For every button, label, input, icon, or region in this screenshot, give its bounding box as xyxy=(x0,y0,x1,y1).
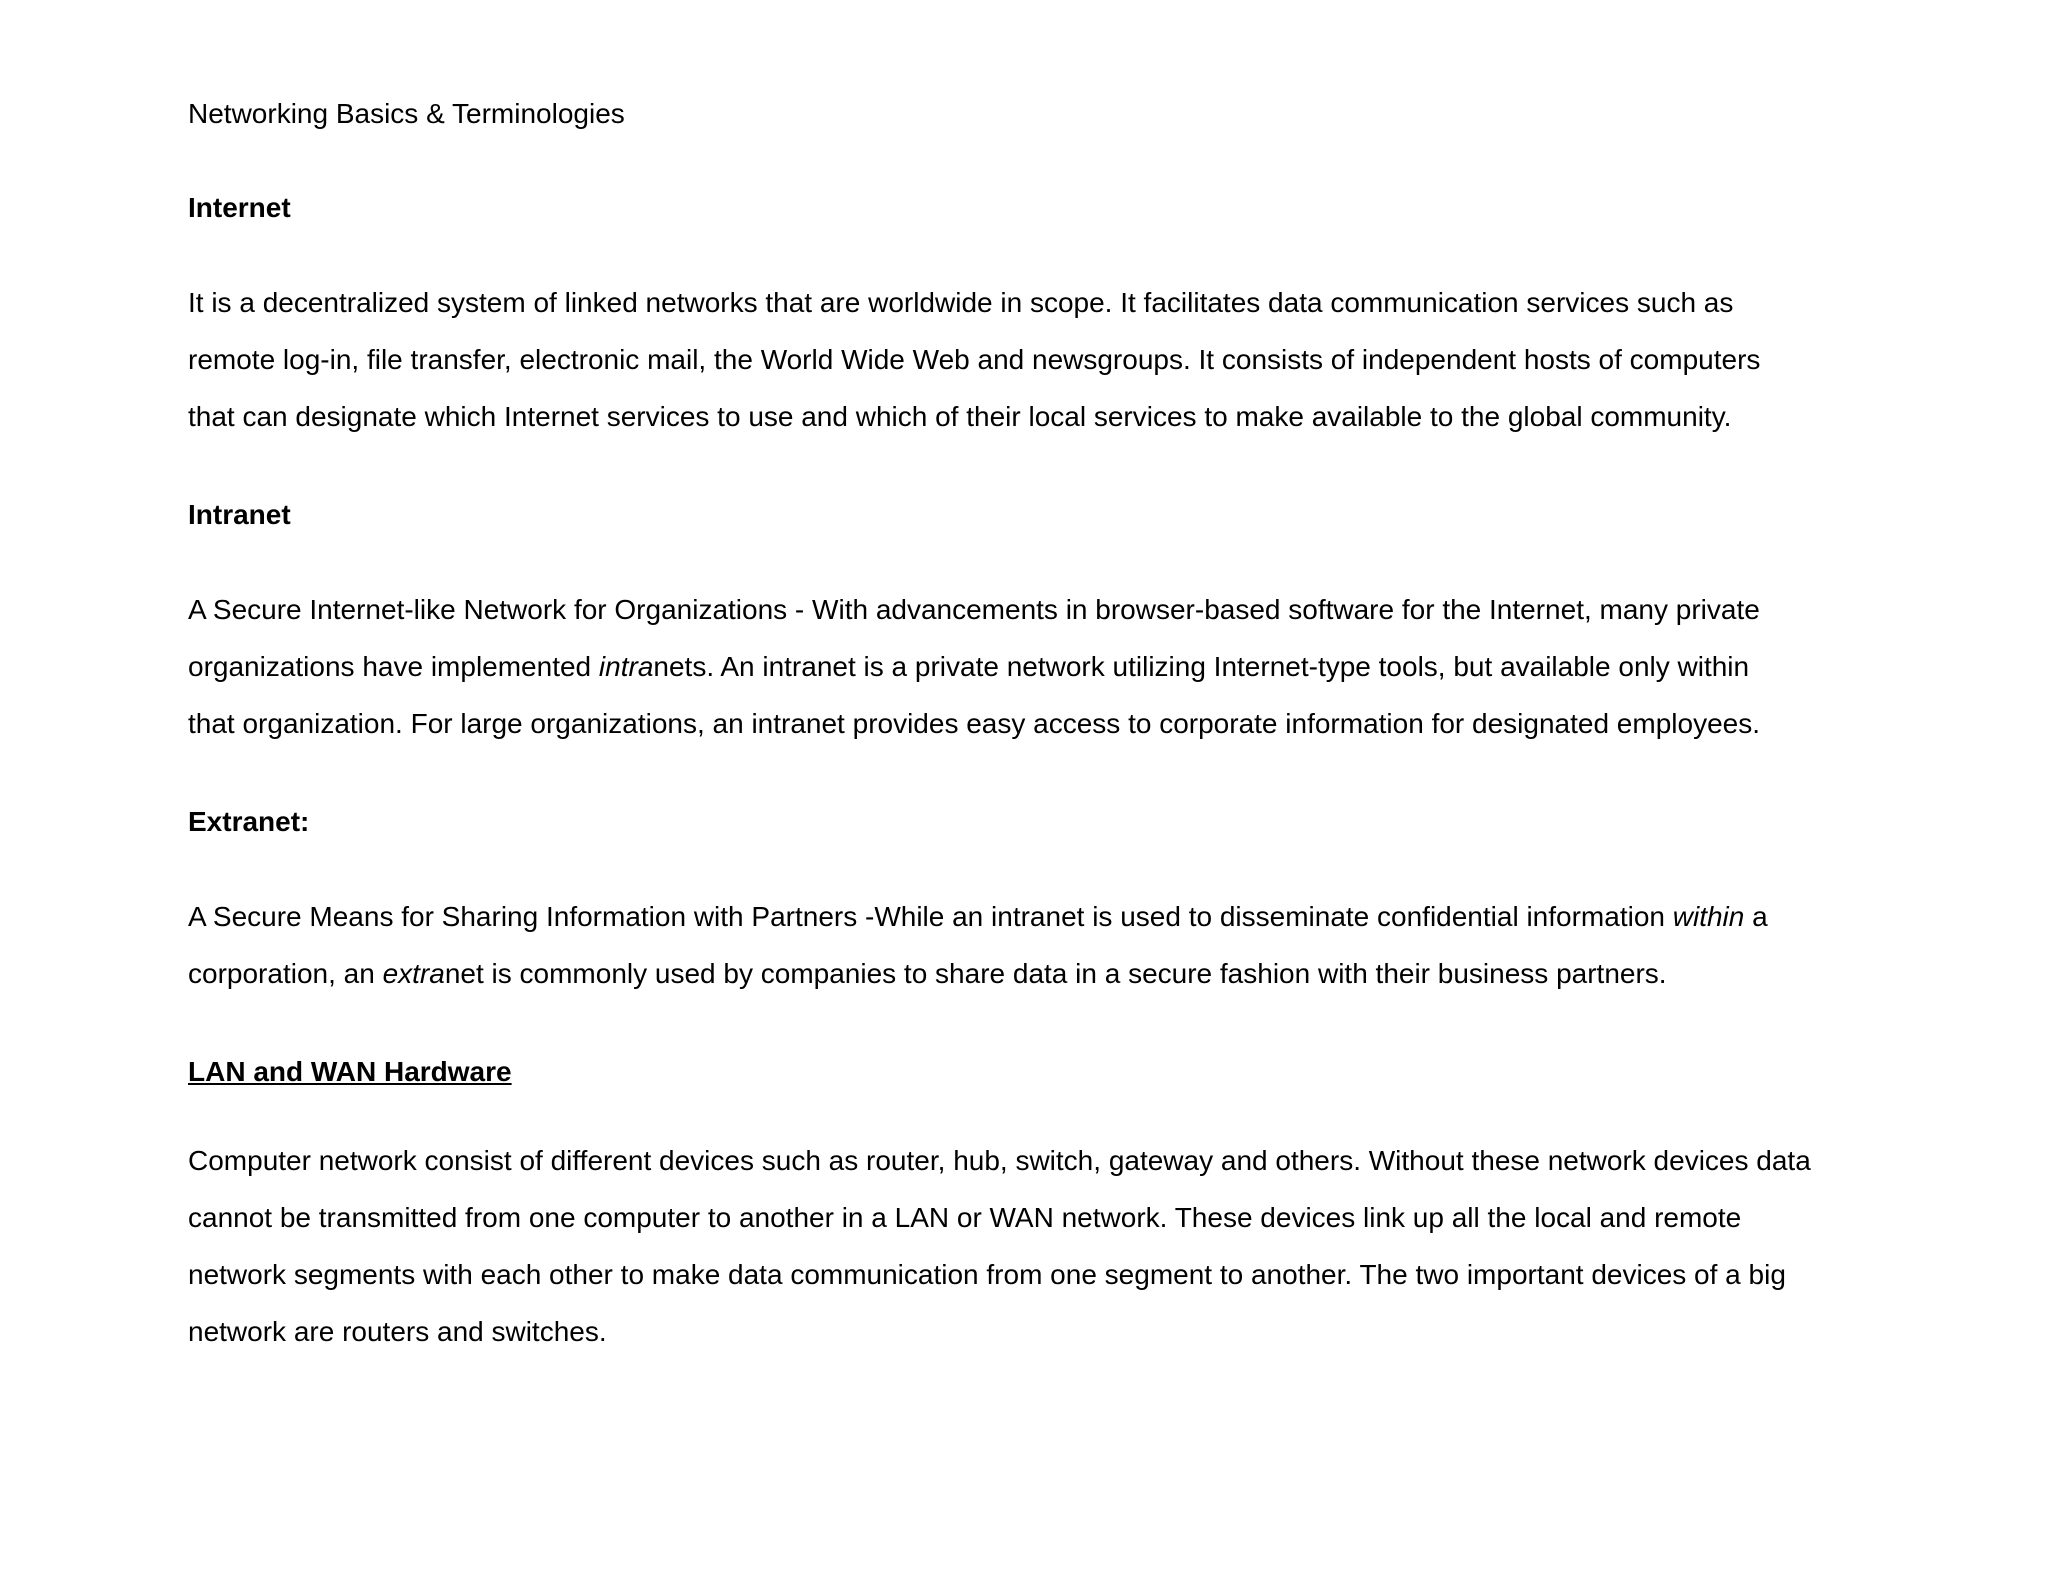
italic-text: extra xyxy=(382,958,445,989)
paragraph-line: cannot be transmitted from one computer to another in a LAN or WAN network. These devices link up all the local and remote xyxy=(188,1202,1742,1233)
document-body xyxy=(188,90,1908,1360)
paragraph-line xyxy=(188,888,1908,945)
line-text: organizations have implemented xyxy=(188,651,599,682)
paragraph-line: network are routers and switches. xyxy=(188,1316,607,1347)
paragraph-extranet xyxy=(188,888,1908,1002)
line-text: net is commonly used by companies to share data in a secure fashion with their business partners. xyxy=(444,958,1667,989)
paragraph-line: remote log-in, file transfer, electronic mail, the World Wide Web and newsgroups. It consists of independent hosts of computers xyxy=(188,344,1761,375)
paragraph-line: network segments with each other to make data communication from one segment to another. The two important devices of a big xyxy=(188,1259,1786,1290)
line-text: corporation, an xyxy=(188,958,383,989)
paragraph-intranet xyxy=(188,581,1908,752)
paragraph-line: that can designate which Internet services to use and which of their local services to make available to the global community. xyxy=(188,401,1732,432)
line-text: A Secure Means for Sharing Information with Partners -While an intranet is used to disseminate confidential information xyxy=(188,901,1673,932)
paragraph-line: A Secure Internet-like Network for Organizations - With advancements in browser-based software for the Internet, many private xyxy=(188,594,1760,625)
italic-text: intra xyxy=(598,651,654,682)
paragraph-internet xyxy=(188,274,1908,445)
heading-extranet: Extranet: xyxy=(188,806,310,837)
heading-lan-wan-hardware: LAN and WAN Hardware xyxy=(188,1056,512,1087)
document-title: Networking Basics & Terminologies xyxy=(188,98,625,129)
paragraph-line: It is a decentralized system of linked networks that are worldwide in scope. It facilitates data communication services such as xyxy=(188,287,1734,318)
heading-internet: Internet xyxy=(188,192,291,223)
paragraph-lan-wan-hardware xyxy=(188,1132,1908,1360)
heading-intranet: Intranet xyxy=(188,499,291,530)
paragraph-line xyxy=(188,945,1908,1002)
line-text: nets. An intranet is a private network utilizing Internet-type tools, but available only within xyxy=(653,651,1750,682)
line-text: a xyxy=(1744,901,1768,932)
paragraph-line xyxy=(188,638,1908,695)
paragraph-line: that organization. For large organizations, an intranet provides easy access to corporate information for designated employees. xyxy=(188,708,1760,739)
italic-text: within xyxy=(1672,901,1745,932)
paragraph-line: Computer network consist of different devices such as router, hub, switch, gateway and others. Without these network devices data xyxy=(188,1145,1811,1176)
